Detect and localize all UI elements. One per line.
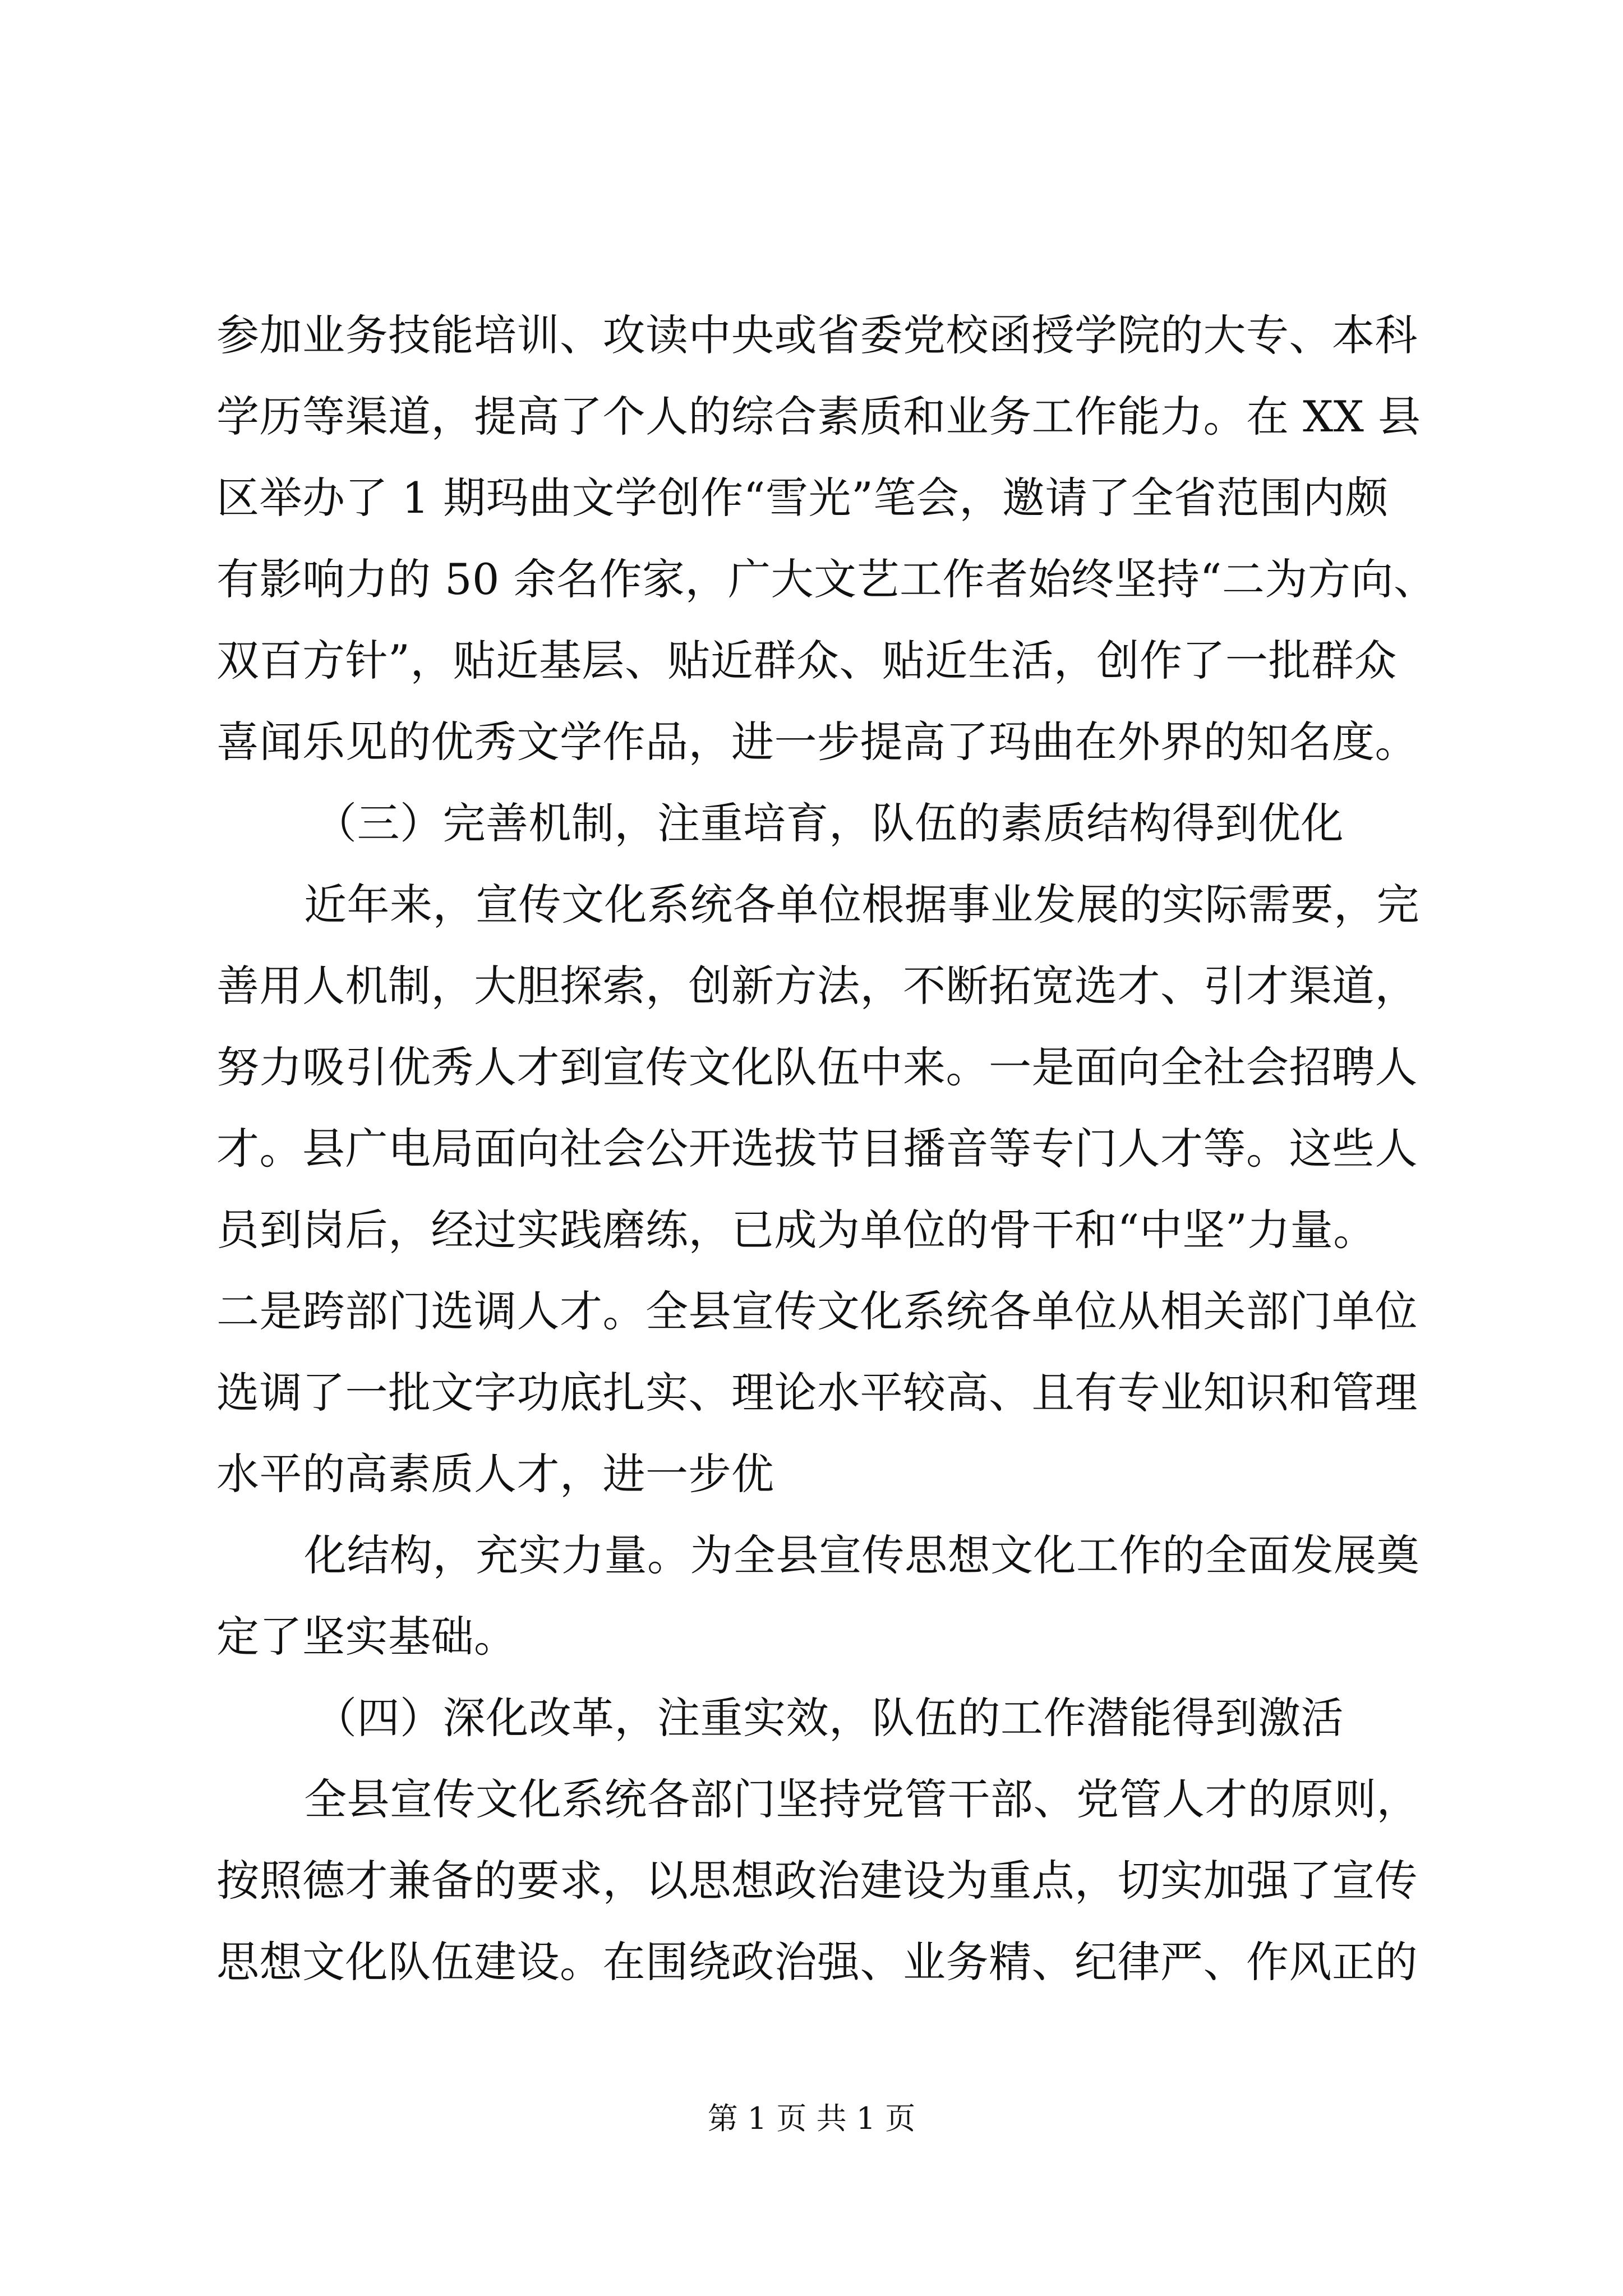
body-text-line: 努力吸引优秀人才到宣传文化队伍中来。一是面向全社会招聘人 <box>216 1042 1418 1092</box>
body-text-line: 水平的高素质人才，进一步优 <box>216 1449 774 1499</box>
body-text-line: 二是跨部门选调人才。全县宣传文化系统各单位从相关部门单位 <box>216 1286 1418 1336</box>
section-heading-three: （三）完善机制，注重培育，队伍的素质结构得到优化 <box>314 798 1344 848</box>
body-text-line: 化结构，充实力量。为全县宣传思想文化工作的全面发展奠 <box>304 1530 1419 1580</box>
body-text-line: 选调了一批文字功底扎实、理论水平较高、且有专业知识和管理 <box>216 1368 1418 1418</box>
body-text-line: 参加业务技能培训、攻读中央或省委党校函授学院的大专、本科 <box>216 310 1418 360</box>
body-text-line: 思想文化队伍建设。在围绕政治强、业务精、纪律严、作风正的 <box>216 1937 1418 1987</box>
page-footer: 第 1 页 共 1 页 <box>707 2101 916 2136</box>
body-text-line: 学历等渠道，提高了个人的综合素质和业务工作能力。在 XX 县 <box>216 392 1421 441</box>
body-text-line: 全县宣传文化系统各部门坚持党管干部、党管人才的原则， <box>304 1774 1419 1824</box>
body-text-line: 定了坚实基础。 <box>216 1612 517 1662</box>
body-text-line: 喜闻乐见的优秀文学作品，进一步提高了玛曲在外界的知名度。 <box>216 717 1418 767</box>
body-text-line: 员到岗后，经过实践磨练，已成为单位的骨干和“中坚”力量。 <box>216 1205 1376 1255</box>
body-text-line: 善用人机制，大胆探索，创新方法，不断拓宽选才、引才渠道， <box>216 961 1418 1011</box>
body-text-line: 双百方针”，贴近基层、贴近群众、贴近生活，创作了一批群众 <box>216 636 1397 685</box>
body-text-line: 区举办了 1 期玛曲文学创作“雪光”笔会，邀请了全省范围内颇 <box>216 473 1389 523</box>
body-text-line: 才。县广电局面向社会公开选拔节目播音等专门人才等。这些人 <box>216 1124 1418 1174</box>
body-text-line: 按照德才兼备的要求，以思想政治建设为重点，切实加强了宣传 <box>216 1856 1418 1906</box>
body-text-line: 近年来，宣传文化系统各单位根据事业发展的实际需要，完 <box>304 880 1419 930</box>
body-text-line: 有影响力的 50 余名作家，广大文艺工作者始终坚持“二为方向、 <box>216 554 1437 604</box>
section-heading-four: （四）深化改革，注重实效，队伍的工作潜能得到激活 <box>314 1693 1344 1743</box>
